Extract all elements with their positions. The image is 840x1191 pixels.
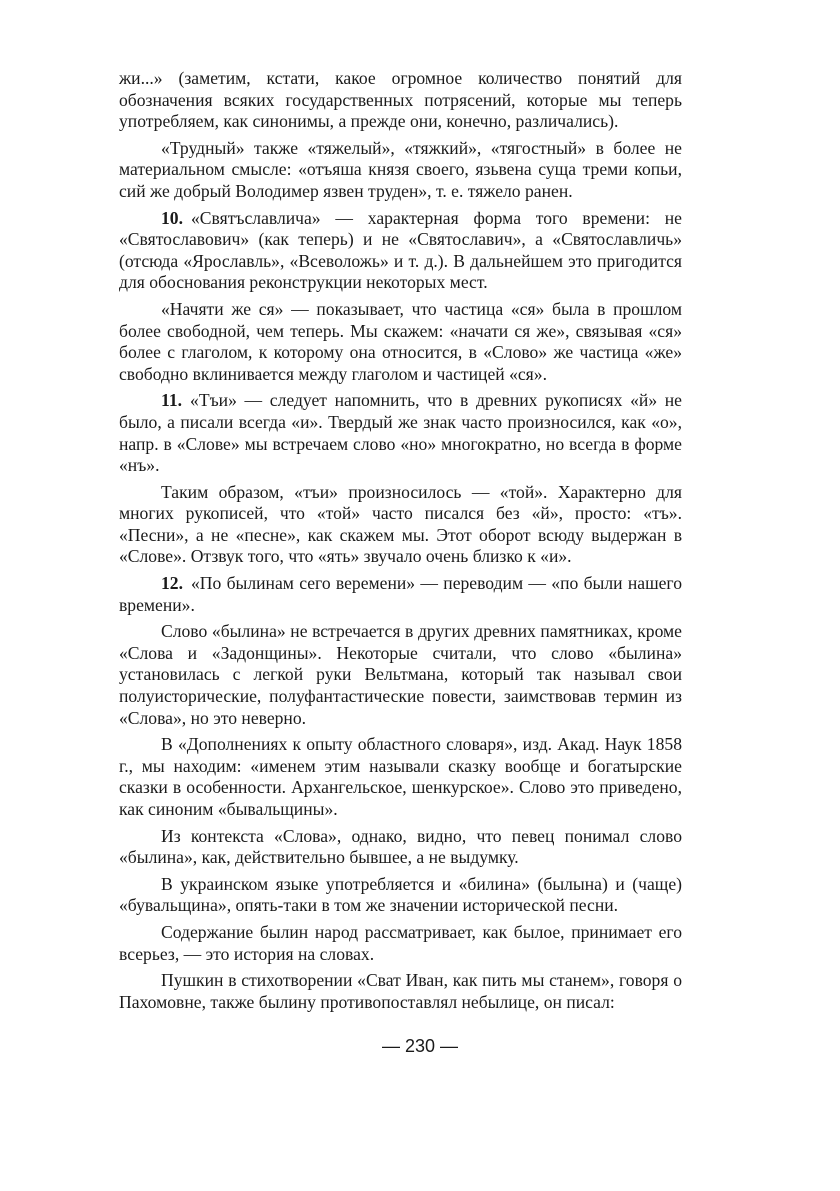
page-number: — 230 —	[381, 1036, 459, 1056]
paragraph-11: В украинском языке употребляется и «билина» (былына) и (чаще) «бувальщина», опять-таки в том же значении исторической песни.	[119, 873, 682, 916]
paragraph-9: В «Дополнениях к опыту областного словаря», изд. Акад. Наук 1858 г., мы находим: «именем этим называли сказку вообще и богатырские сказки в особенности. Архангельское, шенкурское». Слово это приведено, как синоним «бывальщины».	[119, 734, 682, 819]
paragraph-6: Таким образом, «тъи» произносилось — «той». Характерно для многих рукописей, что «той» часто писался без «й», просто: «тъ». «Песни», а не «песне», как скажем мы. Этот оборот всюду выдержан в «Слове». Отзвук того, что «ять» звучало очень близко к «и».	[119, 481, 682, 567]
paragraph-10: Из контекста «Слова», однако, видно, что певец понимал слово «былина», как, действительно бывшее, а не выдумку.	[119, 825, 682, 868]
paragraph-8: Слово «былина» не встречается в других древних памятниках, кроме «Слова и «Задонщины». Некоторые считали, что слово «былина» установилась с легкой руки Вельтмана, который так называл свои полуисторические, полуфантастические повести, заимствовав термин из «Слова», но это неверно.	[119, 621, 682, 728]
note-number: 11.	[161, 390, 183, 411]
paragraph-13: Пушкин в стихотворении «Сват Иван, как пить мы станем», говоря о Пахомовне, также былину противопоставлял небылице, он писал:	[119, 970, 682, 1012]
note-number: 12.	[161, 573, 183, 594]
paragraph-note-11: 11. «Тъи» — следует напомнить, что в древних рукописях «й» не было, а писали всегда «и». Твердый же знак часто произносился, как «о», напр. в «Слове» мы встречаем слово «но» многократно, но всегда в форме «нъ».	[119, 390, 682, 476]
paragraph-note-12: 12. «По былинам сего веремени» — переводим — «по были нашего времени».	[119, 573, 682, 615]
page-body	[119, 68, 682, 1018]
note-number: 10.	[161, 207, 183, 228]
paragraph-2: «Трудный» также «тяжелый», «тяжкий», «тягостный» в более не материальном смысле: «отъяша князя своего, язьвена суща треми копьи, сий же добрый Володимер язвен труден», т. е. тяжело ранен.	[119, 137, 682, 201]
paragraph-note-10: 10. «Святъславлича» — характерная форма того времени: не «Святославович» (как теперь) и не «Святославич», а «Святославличь» (отсюда «Ярославль», «Всеволожь» и т. д.). В дальнейшем это пригодится для обоснования реконструкции некоторых мест.	[119, 207, 682, 293]
paragraph-1: жи...» (заметим, кстати, какое огромное количество понятий для обозначения всяких государственных потрясений, которые мы теперь употребляем, как синонимы, а прежде они, конечно, различались).	[119, 68, 682, 132]
paragraph-12: Содержание былин народ рассматривает, как былое, принимает его всерьез, — это история на словах.	[119, 921, 682, 964]
paragraph-4: «Начяти же ся» — показывает, что частица «ся» была в прошлом более свободной, чем теперь. Мы скажем: «начати ся жe», связывая «ся» более с глаголом, к которому она относится, в «Слово» же частица «же» свободно вклинивается между глаголом и частицей «ся».	[119, 298, 682, 384]
